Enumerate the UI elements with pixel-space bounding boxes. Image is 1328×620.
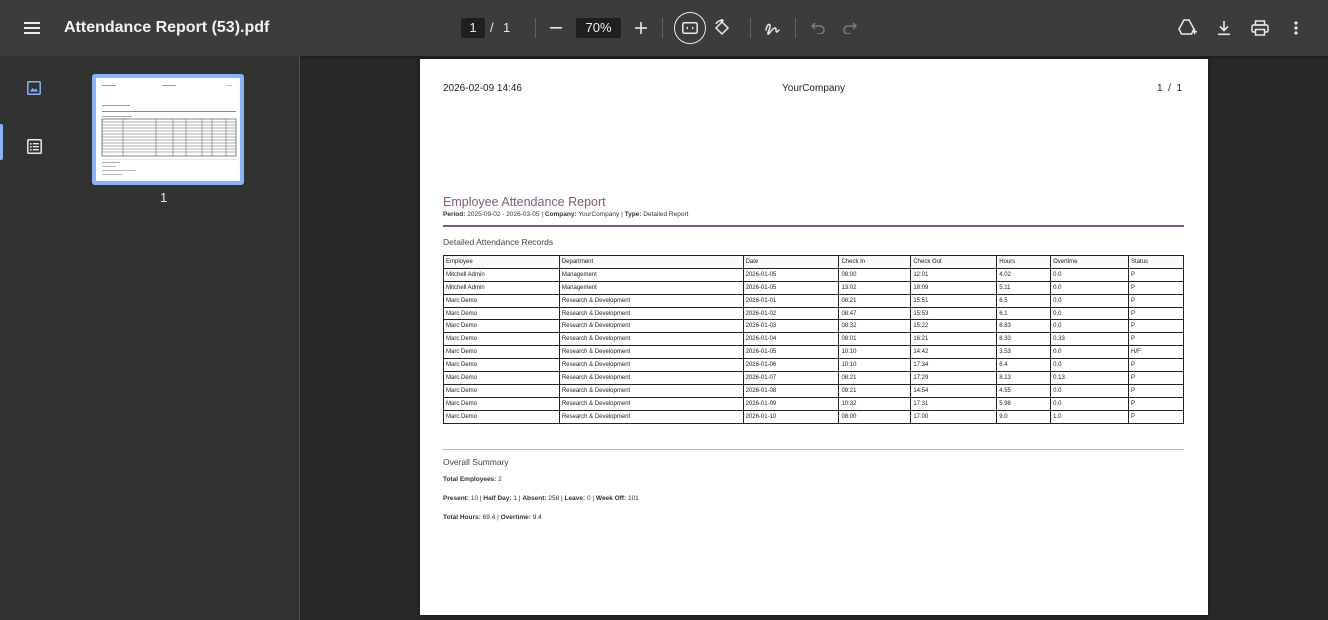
column-header: Employee xyxy=(444,256,560,269)
summary-total-employees: Total Employees: 2 xyxy=(443,476,502,483)
table-cell: Research & Development xyxy=(559,397,743,410)
table-cell: 6.4 xyxy=(997,359,1051,372)
table-row xyxy=(444,333,1184,346)
table-cell: Research & Development xyxy=(559,320,743,333)
table-cell: 8.13 xyxy=(997,372,1051,385)
table-cell: 0.0 xyxy=(1051,397,1129,410)
table-cell: 15:22 xyxy=(911,320,997,333)
rotate-icon xyxy=(713,19,731,37)
table-cell: Management xyxy=(559,281,743,294)
table-cell: Research & Development xyxy=(559,359,743,372)
table-cell: Marc Demo xyxy=(444,333,560,346)
thumbnails-tab[interactable] xyxy=(22,76,46,100)
total-pages: 1 xyxy=(503,20,511,35)
summary-heading: Overall Summary xyxy=(443,457,509,467)
table-cell: Research & Development xyxy=(559,372,743,385)
undo-icon xyxy=(811,22,825,34)
column-header: Department xyxy=(559,256,743,269)
table-cell: 10:10 xyxy=(839,346,911,359)
table-cell: 0.0 xyxy=(1051,384,1129,397)
table-cell: 0.13 xyxy=(1051,372,1129,385)
table-cell: P xyxy=(1129,384,1184,397)
table-row xyxy=(444,346,1184,359)
table-cell: Mitchell Admin xyxy=(444,281,560,294)
table-row xyxy=(444,281,1184,294)
report-title: Employee Attendance Report xyxy=(443,195,606,209)
table-cell: 10:10 xyxy=(839,359,911,372)
zoom-out-button[interactable] xyxy=(545,16,567,40)
table-cell: P xyxy=(1129,397,1184,410)
header-datetime: 2026-02-09 14:46 xyxy=(443,83,522,94)
thumbnails-icon xyxy=(27,81,41,95)
table-cell: 15:53 xyxy=(911,307,997,320)
table-cell: 08:32 xyxy=(839,320,911,333)
table-cell: Marc Demo xyxy=(444,410,560,423)
table-cell: P xyxy=(1129,294,1184,307)
table-cell: P xyxy=(1129,372,1184,385)
table-cell: 17:29 xyxy=(911,372,997,385)
table-cell: 0.33 xyxy=(1051,333,1129,346)
outline-tab[interactable] xyxy=(22,134,46,158)
table-cell: 9.0 xyxy=(997,410,1051,423)
table-cell: Marc Demo xyxy=(444,346,560,359)
page-number-input[interactable]: 1 xyxy=(461,18,485,38)
table-cell: Marc Demo xyxy=(444,320,560,333)
table-row xyxy=(444,397,1184,410)
table-cell: 1.0 xyxy=(1051,410,1129,423)
outline-icon xyxy=(27,139,42,154)
table-cell: 3.53 xyxy=(997,346,1051,359)
table-cell: 2026-01-05 xyxy=(743,268,839,281)
table-cell: P xyxy=(1129,307,1184,320)
table-cell: 14:54 xyxy=(911,384,997,397)
table-cell: 0.0 xyxy=(1051,307,1129,320)
table-cell: Marc Demo xyxy=(444,307,560,320)
table-cell: 18:09 xyxy=(911,281,997,294)
hamburger-menu-icon[interactable] xyxy=(20,16,44,40)
table-cell: P xyxy=(1129,359,1184,372)
pdf-page xyxy=(420,59,1208,615)
table-cell: 0.0 xyxy=(1051,346,1129,359)
attendance-table xyxy=(443,255,1184,424)
table-cell: 4.55 xyxy=(997,384,1051,397)
table-cell: 08:21 xyxy=(839,372,911,385)
pdf-toolbar xyxy=(0,0,1328,56)
column-header: Hours xyxy=(997,256,1051,269)
table-cell: 5.11 xyxy=(997,281,1051,294)
zoom-level-input[interactable]: 70% xyxy=(576,18,621,38)
table-cell: 17:34 xyxy=(911,359,997,372)
table-cell: 0.0 xyxy=(1051,268,1129,281)
table-cell: 2026-01-05 xyxy=(743,346,839,359)
table-cell: Management xyxy=(559,268,743,281)
page-separator: / xyxy=(490,20,494,35)
table-cell: 12:01 xyxy=(911,268,997,281)
toolbar-divider xyxy=(795,18,796,38)
undo-button[interactable] xyxy=(807,16,829,40)
table-cell: Marc Demo xyxy=(444,384,560,397)
table-cell: Marc Demo xyxy=(444,294,560,307)
toolbar-divider xyxy=(535,18,536,38)
table-cell: 14:42 xyxy=(911,346,997,359)
title-divider xyxy=(443,225,1184,227)
minus-icon xyxy=(550,27,562,29)
table-cell: 2026-01-02 xyxy=(743,307,839,320)
table-row xyxy=(444,372,1184,385)
table-cell: Marc Demo xyxy=(444,397,560,410)
table-cell: P xyxy=(1129,268,1184,281)
table-header-row xyxy=(444,256,1184,269)
table-cell: 2026-01-04 xyxy=(743,333,839,346)
download-icon xyxy=(1217,20,1231,36)
table-cell: 16:21 xyxy=(911,333,997,346)
summary-day-counts: Present: 10 | Half Day: 1 | Absent: 258 | Leave: 0 | Week Off: 101 xyxy=(443,495,639,502)
table-cell: Research & Development xyxy=(559,384,743,397)
active-tab-indicator xyxy=(0,124,3,160)
table-row xyxy=(444,307,1184,320)
table-cell: Research & Development xyxy=(559,294,743,307)
table-row xyxy=(444,294,1184,307)
summary-divider xyxy=(443,449,1184,450)
table-cell: Research & Development xyxy=(559,346,743,359)
header-company: YourCompany xyxy=(782,83,846,94)
fit-page-icon xyxy=(682,22,698,34)
table-cell: 2026-01-06 xyxy=(743,359,839,372)
table-row xyxy=(444,320,1184,333)
add-to-drive-icon xyxy=(1178,19,1198,37)
annotate-button[interactable] xyxy=(761,16,783,40)
table-cell: 6.1 xyxy=(997,307,1051,320)
add-to-drive-button[interactable] xyxy=(1176,16,1200,40)
table-cell: Marc Demo xyxy=(444,372,560,385)
table-cell: Research & Development xyxy=(559,410,743,423)
table-cell: 2026-01-07 xyxy=(743,372,839,385)
table-cell: P xyxy=(1129,410,1184,423)
table-cell: Mitchell Admin xyxy=(444,268,560,281)
column-header: Date xyxy=(743,256,839,269)
table-cell: 08:00 xyxy=(839,410,911,423)
table-cell: 6.5 xyxy=(997,294,1051,307)
table-cell: P xyxy=(1129,281,1184,294)
rotate-button[interactable] xyxy=(711,16,733,40)
table-cell: 09:21 xyxy=(839,384,911,397)
table-cell: 5.98 xyxy=(997,397,1051,410)
annotate-pen-icon xyxy=(764,20,780,36)
table-cell: 6.83 xyxy=(997,320,1051,333)
table-cell: Marc Demo xyxy=(444,359,560,372)
toolbar-divider xyxy=(662,18,663,38)
table-cell: H/F xyxy=(1129,346,1184,359)
thumbnail-page-number: 1 xyxy=(160,190,168,205)
summary-hours: Total Hours: 69.4 | Overtime: 9.4 xyxy=(443,514,542,521)
table-cell: 13:02 xyxy=(839,281,911,294)
table-cell: 2026-01-09 xyxy=(743,397,839,410)
toolbar-divider xyxy=(750,18,751,38)
table-cell: P xyxy=(1129,320,1184,333)
report-meta: Period: 2025-09-02 - 2026-03-05 | Company: YourCompany | Type: Detailed Report xyxy=(443,211,689,218)
document-title: Attendance Report (53).pdf xyxy=(64,19,270,36)
plus-icon xyxy=(635,22,647,34)
table-cell: 17:31 xyxy=(911,397,997,410)
table-cell: 17:00 xyxy=(911,410,997,423)
print-icon xyxy=(1251,20,1269,36)
table-cell: 8.33 xyxy=(997,333,1051,346)
table-cell: 08:21 xyxy=(839,294,911,307)
header-page-count: 1 / 1 xyxy=(1156,83,1182,94)
table-cell: 0.0 xyxy=(1051,359,1129,372)
table-cell: Research & Development xyxy=(559,333,743,346)
download-button[interactable] xyxy=(1212,16,1236,40)
table-cell: 08:01 xyxy=(839,333,911,346)
table-cell: 08:00 xyxy=(839,268,911,281)
table-row xyxy=(444,410,1184,423)
table-cell: 15:51 xyxy=(911,294,997,307)
table-cell: 2026-01-10 xyxy=(743,410,839,423)
column-header: Check In xyxy=(839,256,911,269)
column-header: Overtime xyxy=(1051,256,1129,269)
table-cell: Research & Development xyxy=(559,307,743,320)
more-options-button[interactable] xyxy=(1284,16,1308,40)
table-row xyxy=(444,359,1184,372)
column-header: Status xyxy=(1129,256,1184,269)
table-cell: 10:32 xyxy=(839,397,911,410)
print-button[interactable] xyxy=(1248,16,1272,40)
page-thumbnail[interactable] xyxy=(92,74,244,185)
redo-button[interactable] xyxy=(839,16,861,40)
more-vert-icon xyxy=(1294,21,1298,35)
table-cell: 2026-01-03 xyxy=(743,320,839,333)
table-cell: 2026-01-01 xyxy=(743,294,839,307)
table-cell: 2026-01-05 xyxy=(743,281,839,294)
table-cell: P xyxy=(1129,333,1184,346)
zoom-in-button[interactable] xyxy=(630,16,652,40)
fit-page-button[interactable] xyxy=(674,12,706,44)
table-row xyxy=(444,268,1184,281)
table-cell: 0.0 xyxy=(1051,320,1129,333)
redo-icon xyxy=(843,22,857,34)
column-header: Check Out xyxy=(911,256,997,269)
table-cell: 2026-01-08 xyxy=(743,384,839,397)
table-cell: 0.0 xyxy=(1051,294,1129,307)
thumbnail-page-preview xyxy=(96,78,240,181)
records-heading: Detailed Attendance Records xyxy=(443,237,554,247)
table-row xyxy=(444,384,1184,397)
table-cell: 4.02 xyxy=(997,268,1051,281)
table-cell: 08:47 xyxy=(839,307,911,320)
table-cell: 0.0 xyxy=(1051,281,1129,294)
